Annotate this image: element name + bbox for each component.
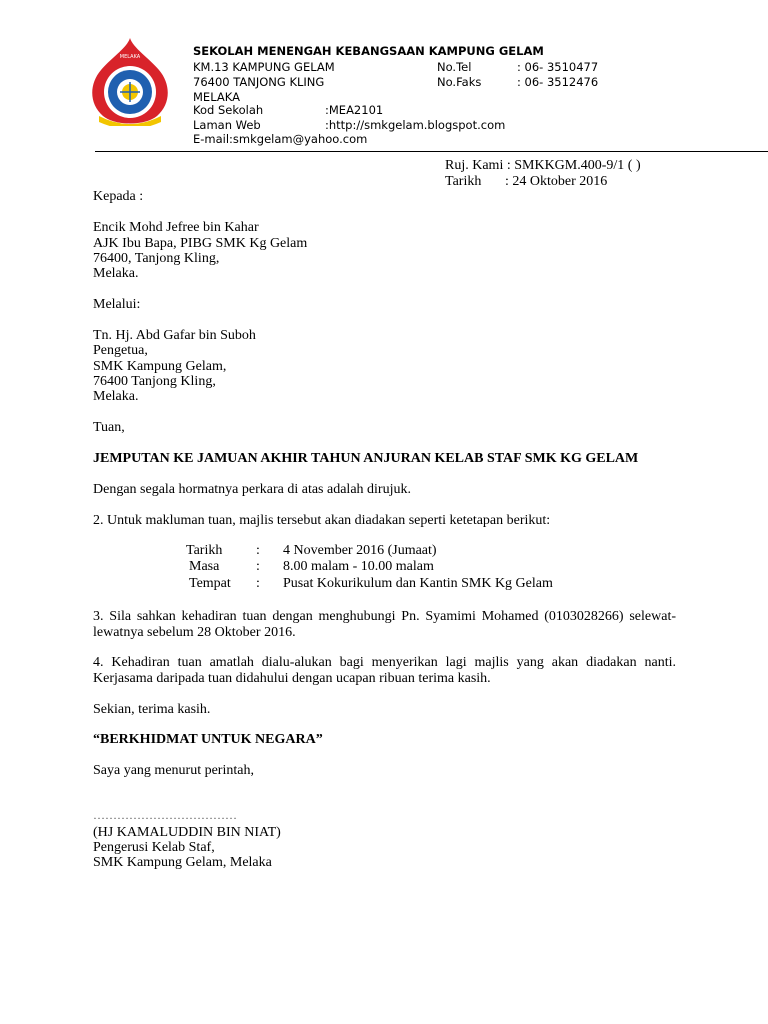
signatory-title: Pengerusi Kelab Staf, [93,840,215,855]
recipient-line: Encik Mohd Jefree bin Kahar [93,220,259,235]
school-email: E-mail:smkgelam@yahoo.com [193,132,368,146]
recipient-line: AJK Ibu Bapa, PIBG SMK Kg Gelam [93,236,308,251]
via-line: Pengetua, [93,343,148,358]
paragraph-4: 4. Kehadiran tuan amatlah dialu-alukan bagi menyerikan lagi majlis yang akan diadakan nanti. Kerjasama daripada tuan didahului dengan ucapan ribuan terima kasih. [93,655,676,686]
school-code-value: :MEA2101 [325,103,384,117]
kepada-label: Kepada : [93,189,144,204]
school-address-3: MELAKA [193,90,240,104]
signature-dots: ……………………………… [93,808,237,822]
detail-separator: : [256,559,260,574]
tel-value: : 06- 3510477 [517,60,599,74]
date-label: Tarikh [445,174,482,189]
detail-label-time: Masa [189,559,220,574]
closing: Sekian, terima kasih. [93,702,211,717]
paragraph-3: 3. Sila sahkan kehadiran tuan dengan menghubungi Pn. Syamimi Mohamed (0103028266) selewat-lewatnya sebelum 28 Oktober 2016. [93,609,676,640]
salutation: Tuan, [93,420,125,435]
obey-line: Saya yang menurut perintah, [93,763,254,778]
detail-label-date: Tarikh [186,543,223,558]
via-line: 76400 Tanjong Kling, [93,374,216,389]
via-line: Tn. Hj. Abd Gafar bin Suboh [93,328,256,343]
school-address-1: KM.13 KAMPUNG GELAM [193,60,335,74]
recipient-line: Melaka. [93,266,139,281]
signatory-org: SMK Kampung Gelam, Melaka [93,855,272,870]
paragraph-2: 2. Untuk makluman tuan, majlis tersebut akan diadakan seperti ketetapan berikut: [93,513,551,528]
via-line: SMK Kampung Gelam, [93,359,227,374]
detail-separator: : [256,576,260,591]
school-name: SEKOLAH MENENGAH KEBANGSAAN KAMPUNG GELAM [193,44,544,58]
fax-label: No.Faks [437,75,482,89]
motto: “BERKHIDMAT UNTUK NEGARA” [93,732,323,747]
detail-value-place: Pusat Kokurikulum dan Kantin SMK Kg Gelam [283,576,553,591]
signatory-name: (HJ KAMALUDDIN BIN NIAT) [93,825,281,840]
tel-label: No.Tel [437,60,472,74]
reference-number: Ruj. Kami : SMKKGM.400-9/1 ( ) [445,158,641,173]
detail-label-place: Tempat [189,576,231,591]
website-value: :http://smkgelam.blogspot.com [325,118,506,132]
via-line: Melaka. [93,389,139,404]
detail-value-time: 8.00 malam - 10.00 malam [283,559,434,574]
detail-separator: : [256,543,260,558]
header-divider [95,151,768,152]
fax-value: : 06- 3512476 [517,75,599,89]
recipient-line: 76400, Tanjong Kling, [93,251,220,266]
date-value: : 24 Oktober 2016 [505,174,608,189]
school-code-label: Kod Sekolah [193,103,264,117]
paragraph-1: Dengan segala hormatnya perkara di atas adalah dirujuk. [93,482,411,497]
melalui-label: Melalui: [93,297,141,312]
letter-subject: JEMPUTAN KE JAMUAN AKHIR TAHUN ANJURAN KELAB STAF SMK KG GELAM [93,451,639,466]
school-address-2: 76400 TANJONG KLING [193,75,325,89]
svg-text:MELAKA: MELAKA [119,54,141,60]
website-label: Laman Web [193,118,261,132]
detail-value-date: 4 November 2016 (Jumaat) [283,543,437,558]
school-logo [87,36,173,126]
